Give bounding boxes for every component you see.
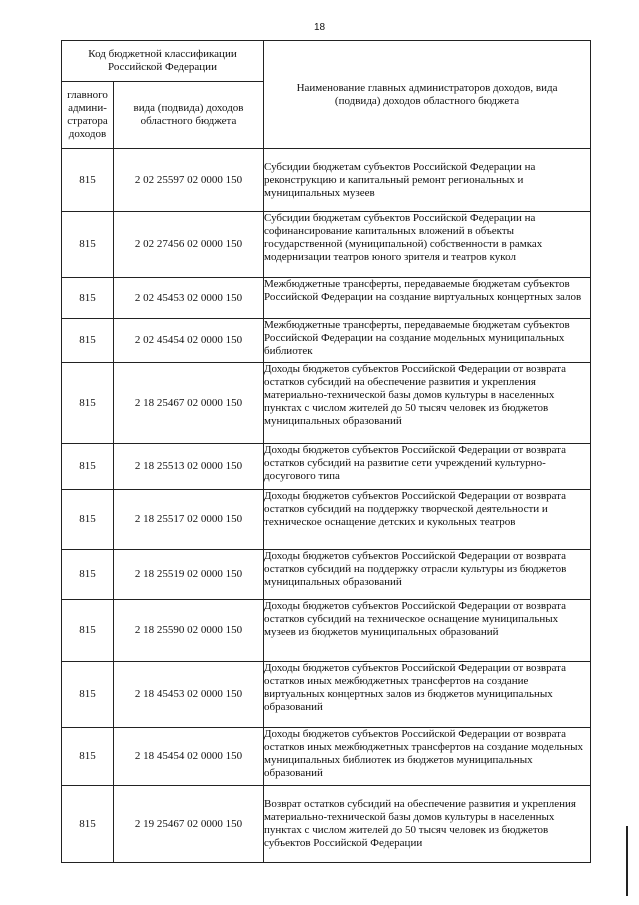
income-code-cell: 2 18 25517 02 0000 150 <box>114 490 264 550</box>
header-row <box>62 41 591 82</box>
income-code-cell: 2 02 45454 02 0000 150 <box>114 319 264 363</box>
income-code-cell: 2 18 25467 02 0000 150 <box>114 363 264 444</box>
income-code-cell: 2 18 25519 02 0000 150 <box>114 550 264 600</box>
admin-code-cell: 815 <box>62 600 114 662</box>
income-name-cell: Возврат остатков субсидий на обеспечение развития и укрепления материально-технической базы домов культуры в населенных пунктах с числом жителей до 50 тысяч человек из бюджетов субъектов Российской Федерации <box>264 786 591 863</box>
table-row <box>62 278 591 319</box>
header-code-cell: вида (подвида) доходов областного бюджета <box>114 82 264 149</box>
income-name-cell: Субсидии бюджетам субъектов Российской Федерации на реконструкцию и капитальный ремонт региональных и муниципальных музеев <box>264 149 591 212</box>
table-row <box>62 212 591 278</box>
page-number: 18 <box>313 22 326 33</box>
income-name-cell: Доходы бюджетов субъектов Российской Федерации от возврата остатков субсидий на техническое оснащение муниципальных музеев из бюджетов муниципальных образований <box>264 600 591 662</box>
admin-code-cell: 815 <box>62 319 114 363</box>
income-name-cell: Доходы бюджетов субъектов Российской Федерации от возврата остатков субсидий на развитие сети учреждений культурно-досугового типа <box>264 444 591 490</box>
table-row <box>62 444 591 490</box>
admin-code-cell: 815 <box>62 728 114 786</box>
admin-code-cell: 815 <box>62 212 114 278</box>
admin-code-cell: 815 <box>62 786 114 863</box>
income-code-cell: 2 19 25467 02 0000 150 <box>114 786 264 863</box>
income-name-cell: Доходы бюджетов субъектов Российской Федерации от возврата остатков субсидий на поддержку творческой деятельности и техническое оснащение детских и кукольных театров <box>264 490 591 550</box>
income-name-cell: Доходы бюджетов субъектов Российской Федерации от возврата остатков иных межбюджетных трансфертов на создание виртуальных концертных залов из бюджетов муниципальных образований <box>264 662 591 728</box>
table-row <box>62 363 591 444</box>
header-admin-cell: главного админи-стратора доходов <box>62 82 114 149</box>
table-row <box>62 728 591 786</box>
income-name-cell: Межбюджетные трансферты, передаваемые бюджетам субъектов Российской Федерации на создание модельных муниципальных библиотек <box>264 319 591 363</box>
admin-code-cell: 815 <box>62 363 114 444</box>
income-name-cell: Доходы бюджетов субъектов Российской Федерации от возврата остатков иных межбюджетных трансфертов на создание модельных муниципальных библиотек из бюджетов муниципальных образований <box>264 728 591 786</box>
income-code-cell: 2 18 25513 02 0000 150 <box>114 444 264 490</box>
income-name-cell: Доходы бюджетов субъектов Российской Федерации от возврата остатков субсидий на обеспечение развития и укрепления материально-технической базы домов культуры в населенных пунктах с числом жителей до 50 тысяч человек из бюджетов муниципальных образований <box>264 363 591 444</box>
admin-code-cell: 815 <box>62 278 114 319</box>
budget-classification-table <box>61 40 591 863</box>
income-code-cell: 2 02 45453 02 0000 150 <box>114 278 264 319</box>
table-row <box>62 319 591 363</box>
income-code-cell: 2 18 45453 02 0000 150 <box>114 662 264 728</box>
table-row <box>62 149 591 212</box>
table-row <box>62 662 591 728</box>
header-name-cell: Наименование главных администраторов доходов, вида (подвида) доходов областного бюджета <box>264 41 591 149</box>
table-row <box>62 786 591 863</box>
margin-scan-mark <box>626 826 628 896</box>
income-code-cell: 2 02 25597 02 0000 150 <box>114 149 264 212</box>
admin-code-cell: 815 <box>62 490 114 550</box>
income-name-cell: Межбюджетные трансферты, передаваемые бюджетам субъектов Российской Федерации на создание виртуальных концертных залов <box>264 278 591 319</box>
admin-code-cell: 815 <box>62 444 114 490</box>
table-row <box>62 490 591 550</box>
admin-code-cell: 815 <box>62 550 114 600</box>
table-row <box>62 550 591 600</box>
income-code-cell: 2 18 45454 02 0000 150 <box>114 728 264 786</box>
admin-code-cell: 815 <box>62 662 114 728</box>
table-row <box>62 600 591 662</box>
income-name-cell: Доходы бюджетов субъектов Российской Федерации от возврата остатков субсидий на поддержку отрасли культуры из бюджетов муниципальных образований <box>264 550 591 600</box>
income-code-cell: 2 18 25590 02 0000 150 <box>114 600 264 662</box>
income-name-cell: Субсидии бюджетам субъектов Российской Федерации на софинансирование капитальных вложений в объекты государственной (муниципальной) собственности в рамках модернизации театров юного зрителя и театров кукол <box>264 212 591 278</box>
admin-code-cell: 815 <box>62 149 114 212</box>
income-code-cell: 2 02 27456 02 0000 150 <box>114 212 264 278</box>
header-group-cell: Код бюджетной классификации Российской Федерации <box>62 41 264 82</box>
